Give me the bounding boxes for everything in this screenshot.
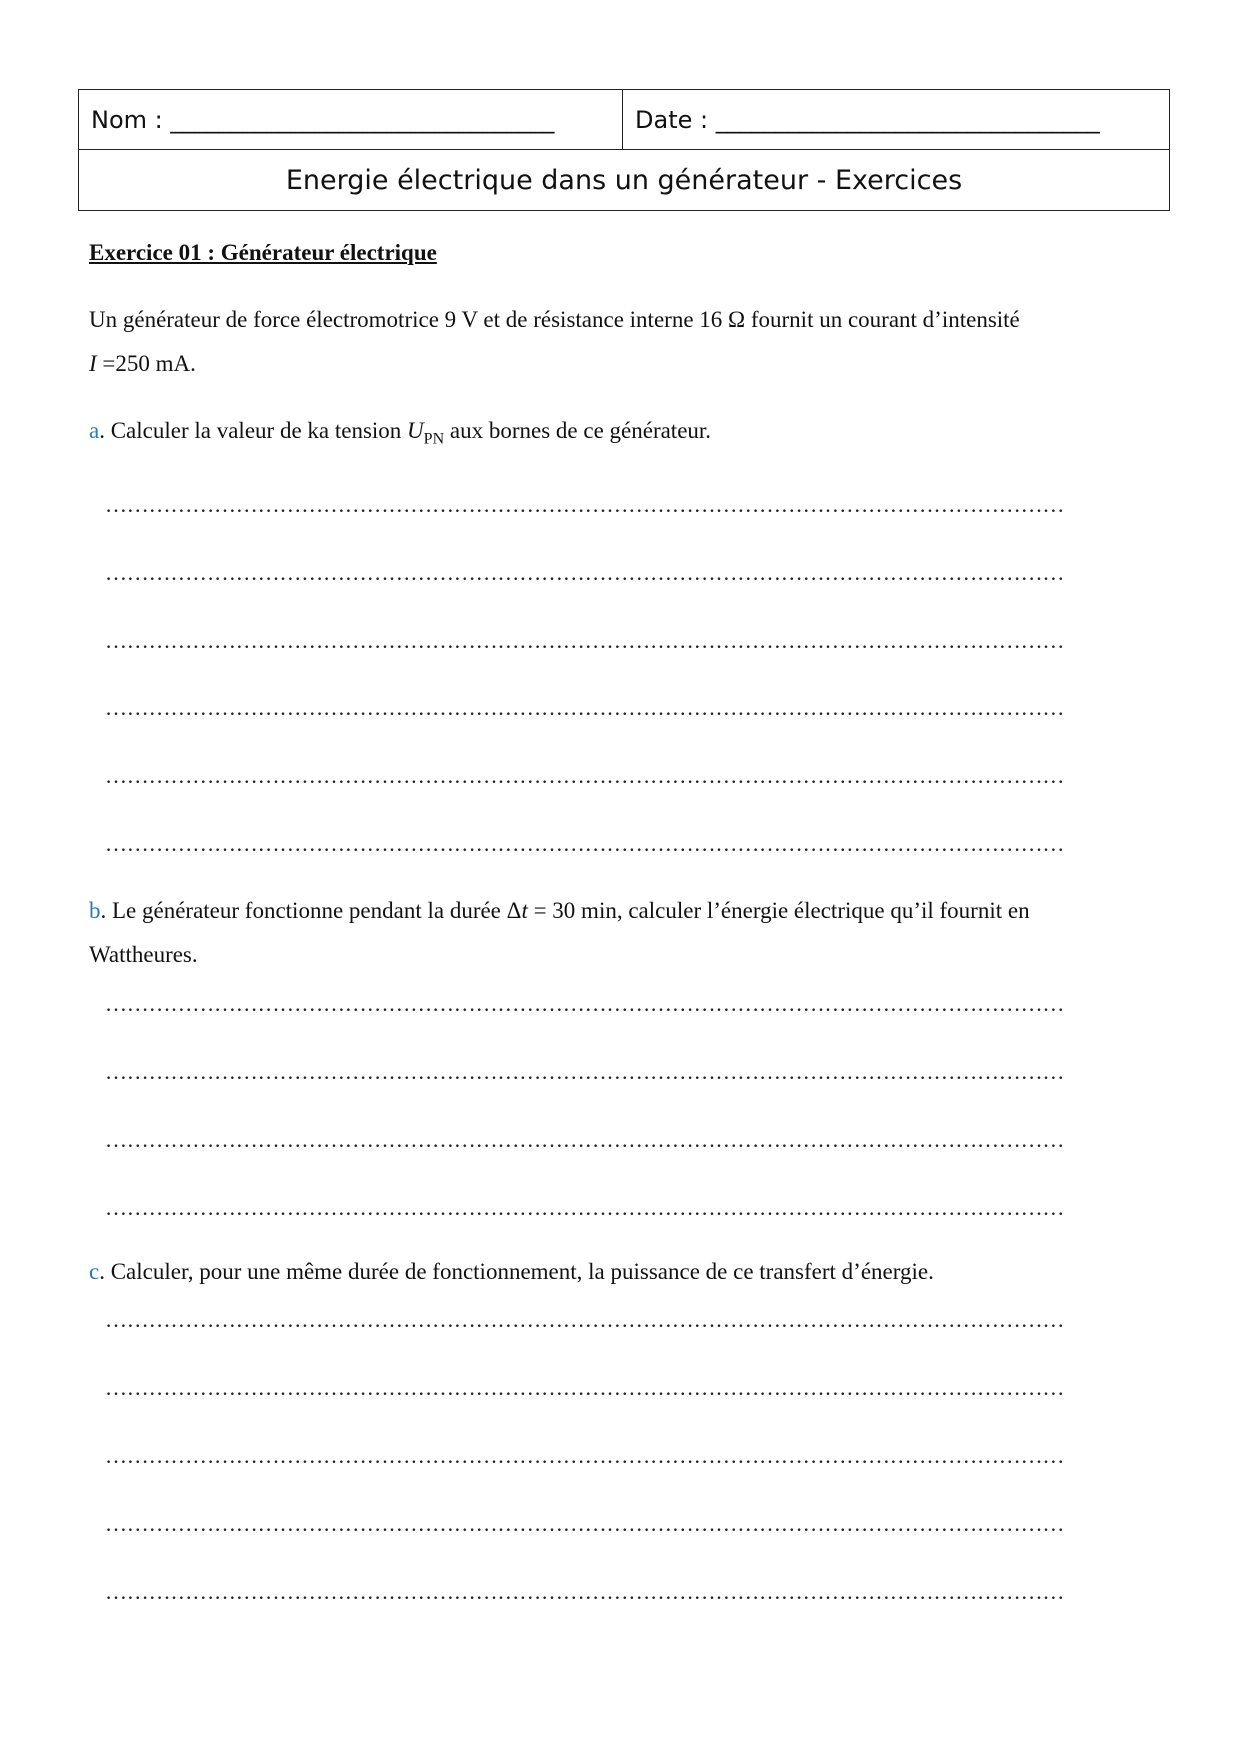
question-b [89,889,1153,977]
question-a-var: U [407,418,424,443]
question-b-text-after: = 30 min, calculer l’énergie électrique qu’il fournit en [527,898,1030,923]
answer-line[interactable]: …………………………………………………………………………………………………………………… [105,1443,1065,1468]
exercise-title: Exercice 01 : Générateur électrique [89,240,437,265]
question-b-letter: b [89,898,101,923]
question-c [89,1250,1153,1294]
answer-line[interactable]: …………………………………………………………………………………………………………………… [105,1375,1065,1400]
answer-line[interactable]: …………………………………………………………………………………………………………………… [105,560,1065,585]
intro-line-2 [89,342,1153,386]
answer-line[interactable]: …………………………………………………………………………………………………………………… [105,991,1065,1016]
question-a-letter: a [89,418,100,443]
question-a [89,409,1153,462]
answer-line[interactable]: …………………………………………………………………………………………………………………… [105,695,1065,720]
question-a-text-before: . Calculer la valeur de ka tension [99,418,408,443]
name-field[interactable]: Nom : ________________________________ [79,90,623,150]
answer-line[interactable]: …………………………………………………………………………………………………………………… [105,1195,1065,1220]
exercise-intro [89,298,1153,386]
answer-line[interactable]: …………………………………………………………………………………………………………………… [105,1511,1065,1536]
question-b-var: t [521,898,528,923]
answer-line[interactable]: …………………………………………………………………………………………………………………… [105,763,1065,788]
question-c-letter: c [89,1259,100,1284]
intro-var: I [89,351,97,376]
question-b-line-2: Wattheures. [89,942,198,967]
date-field[interactable]: Date : ________________________________ [635,106,1100,134]
intro-rest: =250 mA. [96,351,196,376]
answer-line[interactable]: …………………………………………………………………………………………………………………… [105,492,1065,517]
answer-line[interactable]: …………………………………………………………………………………………………………………… [105,1579,1065,1604]
question-b-line-1 [89,889,1153,933]
question-c-text: . Calculer, pour une même durée de fonctionnement, la puissance de ce transfert d’énergie. [99,1259,934,1284]
intro-line-1: Un générateur de force électromotrice 9 V et de résistance interne 16 Ω fournit un courant d’intensité [89,307,1020,332]
answer-line[interactable]: …………………………………………………………………………………………………………………… [105,1127,1065,1152]
page-title: Energie électrique dans un générateur - Exercices [285,164,963,196]
header-table [78,89,1170,211]
question-a-text-after: aux bornes de ce générateur. [444,418,712,443]
answer-line[interactable]: …………………………………………………………………………………………………………………… [105,1059,1065,1084]
header-row-fields [79,90,1169,150]
answer-line[interactable]: …………………………………………………………………………………………………………………… [105,628,1065,653]
question-b-text-before: . Le générateur fonctionne pendant la durée Δ [100,898,522,923]
answer-line[interactable]: …………………………………………………………………………………………………………………… [105,1307,1065,1332]
answer-line[interactable]: …………………………………………………………………………………………………………………… [105,831,1065,856]
question-a-sub: PN [423,430,445,448]
